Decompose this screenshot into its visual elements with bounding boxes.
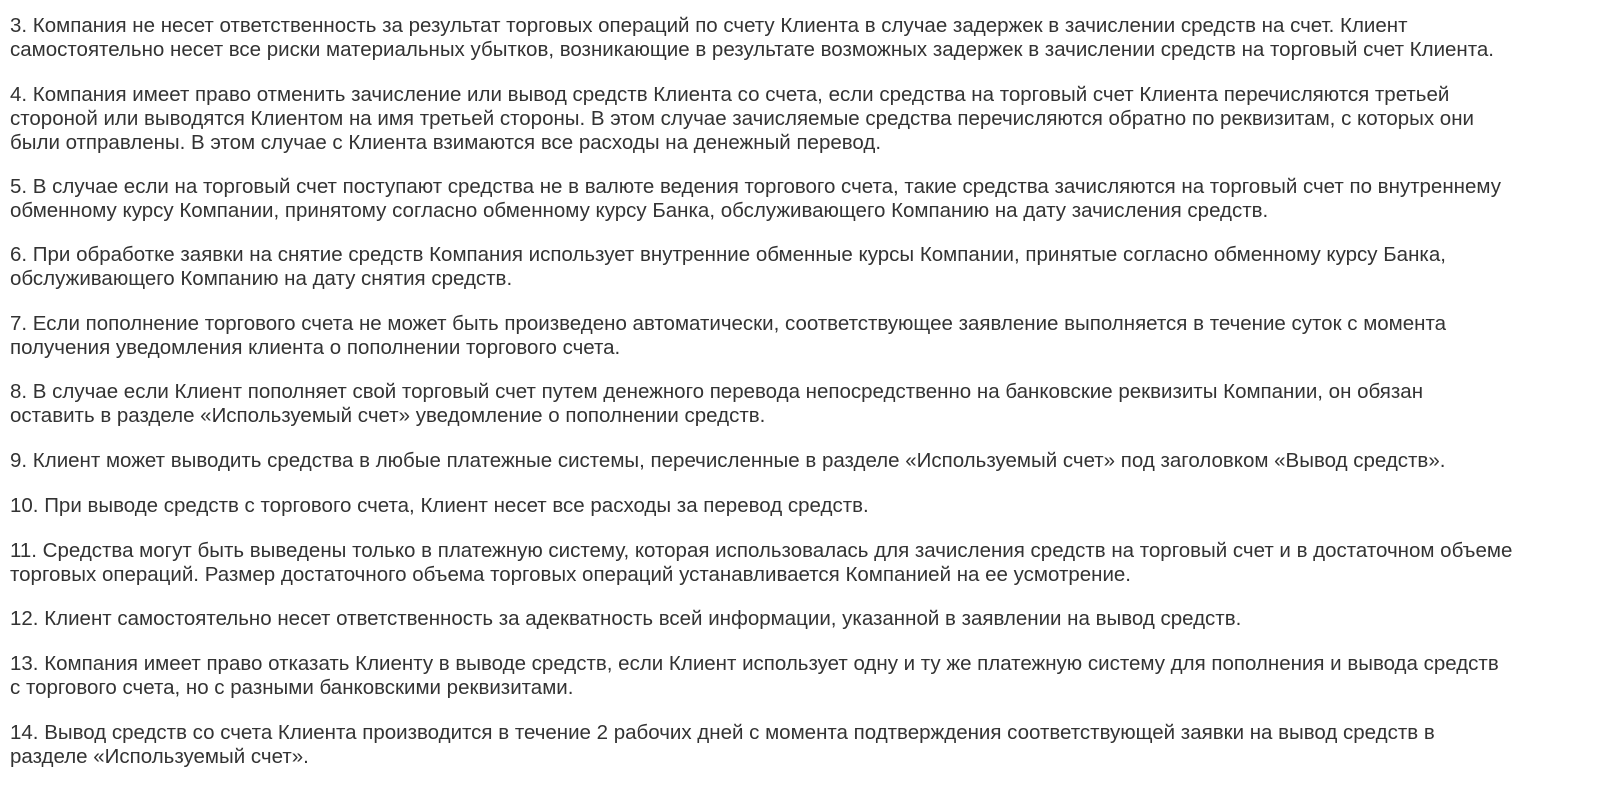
paragraph-5 [10, 175, 1570, 223]
paragraph-line: оставить в разделе «Используемый счет» уведомление о пополнении средств. [10, 404, 766, 427]
paragraph-11 [10, 539, 1570, 587]
paragraph-line: получения уведомления клиента о пополнении торгового счета. [10, 336, 621, 359]
paragraph-line: обменному курсу Компании, принятому согласно обменному курсу Банка, обслуживающего Компанию на дату зачисления средств. [10, 199, 1269, 222]
paragraph-12 [10, 607, 1570, 631]
paragraph-line: торговых операций. Размер достаточного объема торговых операций устанавливается Компанией на ее усмотрение. [10, 563, 1132, 586]
paragraph-line: разделе «Используемый счет». [10, 745, 309, 768]
paragraph-3 [10, 14, 1570, 62]
paragraph-4 [10, 83, 1570, 155]
paragraph-line: 6. При обработке заявки на снятие средств Компания использует внутренние обменные курсы Компании, принятые согласно обменному курсу Банка, [10, 243, 1446, 266]
paragraph-line: 10. При выводе средств с торгового счета, Клиент несет все расходы за перевод средств. [10, 494, 869, 517]
paragraph-13 [10, 652, 1570, 700]
paragraph-line: 4. Компания имеет право отменить зачисление или вывод средств Клиента со счета, если средства на торговый счет Клиента перечисляются третьей [10, 83, 1450, 106]
paragraph-line: 7. Если пополнение торгового счета не может быть произведено автоматически, соответствующее заявление выполняется в течение суток с момента [10, 312, 1447, 335]
paragraph-10 [10, 494, 1570, 518]
paragraph-line: 11. Средства могут быть выведены только в платежную систему, которая использовалась для зачисления средств на торговый счет и в достаточном объеме [10, 539, 1513, 562]
paragraph-line: 5. В случае если на торговый счет поступают средства не в валюте ведения торгового счета, такие средства зачисляются на торговый счет по внутреннему [10, 175, 1501, 198]
paragraph-line: 3. Компания не несет ответственность за результат торговых операций по счету Клиента в случае задержек в зачислении средств на счет. Клиент [10, 14, 1408, 37]
paragraph-14 [10, 721, 1570, 769]
paragraph-line: 12. Клиент самостоятельно несет ответственность за адекватность всей информации, указанной в заявлении на вывод средств. [10, 607, 1242, 630]
paragraph-line: самостоятельно несет все риски материальных убытков, возникающие в результате возможных задержек в зачислении средств на торговый счет Клиента. [10, 38, 1495, 61]
paragraph-7 [10, 312, 1570, 360]
paragraph-line: обслуживающего Компанию на дату снятия средств. [10, 267, 513, 290]
paragraph-line: 9. Клиент может выводить средства в любые платежные системы, перечисленные в разделе «Используемый счет» под заголовком «Вывод средств». [10, 449, 1446, 472]
paragraph-line: с торгового счета, но с разными банковскими реквизитами. [10, 676, 574, 699]
paragraph-line: были отправлены. В этом случае с Клиента взимаются все расходы на денежный перевод. [10, 131, 882, 154]
paragraph-line: 14. Вывод средств со счета Клиента производится в течение 2 рабочих дней с момента подтверждения соответствующей заявки на вывод средств в [10, 721, 1435, 744]
paragraph-9 [10, 449, 1570, 473]
paragraph-line: стороной или выводятся Клиентом на имя третьей стороны. В этом случае зачисляемые средства перечисляются обратно по реквизитам, с которых они [10, 107, 1474, 130]
paragraph-6 [10, 243, 1570, 291]
paragraph-line: 8. В случае если Клиент пополняет свой торговый счет путем денежного перевода непосредственно на банковские реквизиты Компании, он обязан [10, 380, 1424, 403]
paragraph-8 [10, 380, 1570, 428]
paragraph-line: 13. Компания имеет право отказать Клиенту в выводе средств, если Клиент использует одну и ту же платежную систему для пополнения и вывода средств [10, 652, 1499, 675]
